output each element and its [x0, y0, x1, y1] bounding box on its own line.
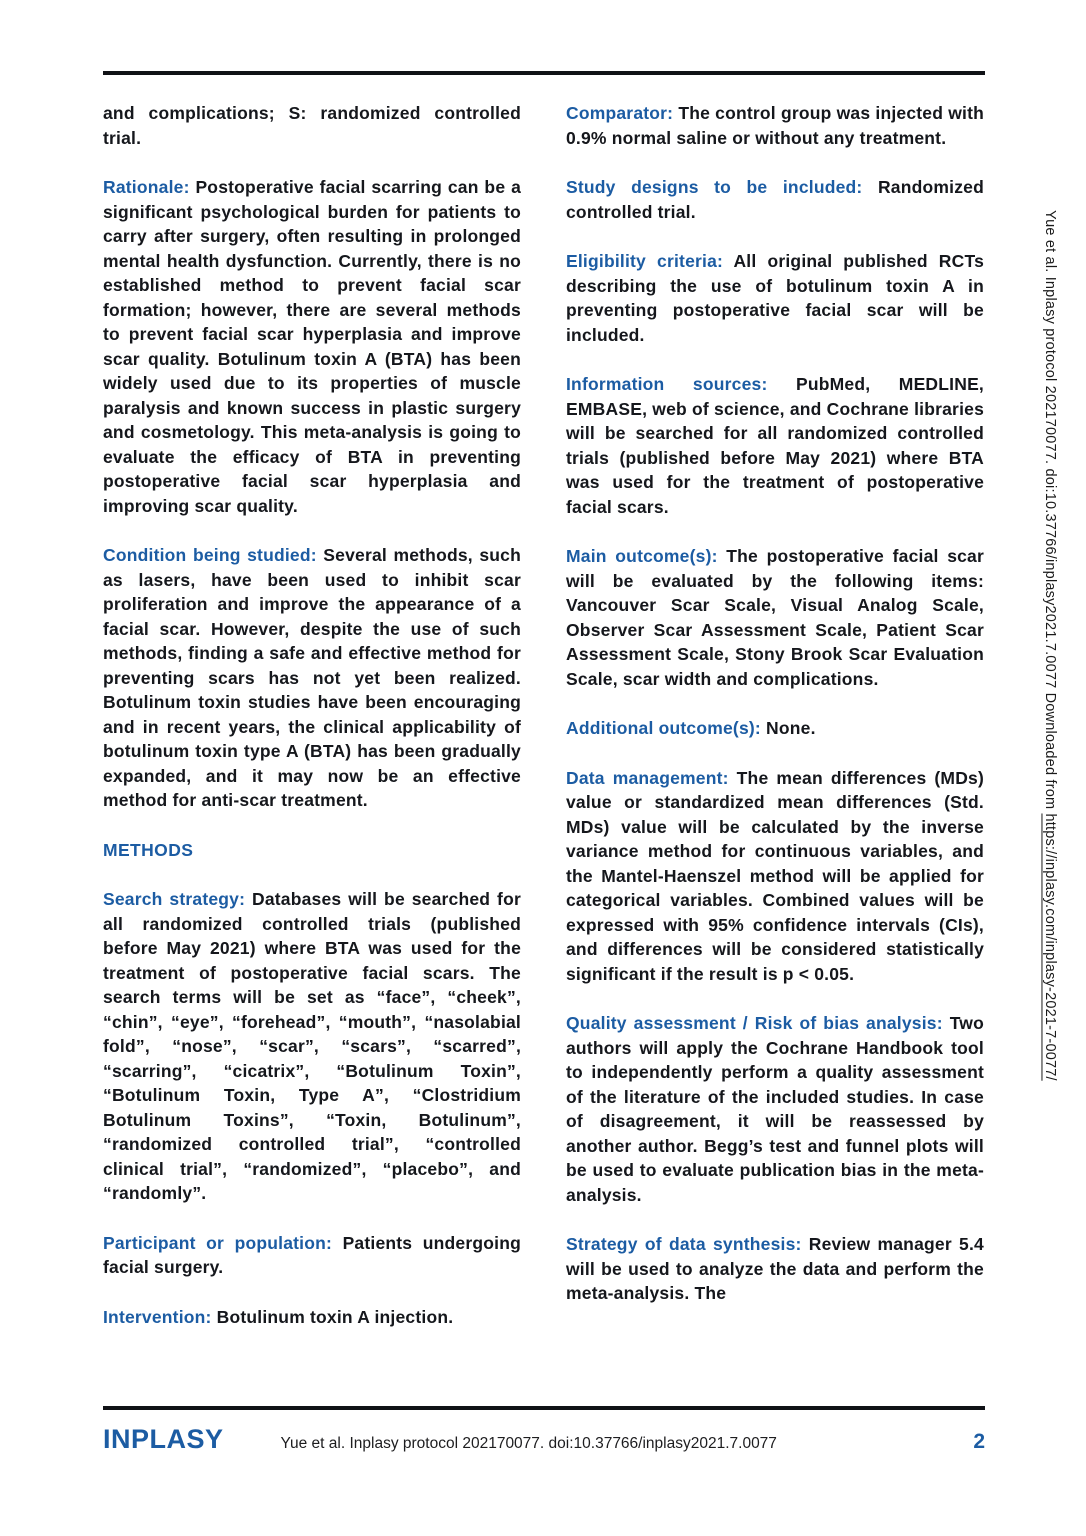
- section-quality-assessment: [566, 1011, 984, 1207]
- section-participant-or-population: [103, 1231, 521, 1280]
- section-body: Patients undergoing facial surgery.: [103, 1232, 521, 1277]
- section-label: Comparator:: [566, 103, 674, 123]
- section-label: Main outcome(s):: [566, 546, 718, 566]
- section-body: Databases will be searched for all randomized controlled trials (published before May 2021) where BTA was used for the treatment of postoperative facial scars. The search terms will be set as “face”, “cheek”, “chin”, “eye”, “forehead”, “mouth”, “nasolabial fold”, “nose”, “scar”, “scars”, “scarred”, “scarring”, “cicatrix”, “Botulinum Toxin”, “Botulinum Toxin, Type A”, “Clostridium Botulinum Toxins”, “Toxin, Botulinum”, “randomized controlled trial”, “controlled clinical trial”, “randomized”, “placebo”, and “randomly”.: [103, 889, 521, 1203]
- section-body: and complications; S: randomized controlled trial.: [103, 103, 521, 148]
- section-strategy-of-data-synthesis: [566, 1232, 984, 1306]
- section-body: Postoperative facial scarring can be a significant psychological burden for patients to carry after surgery, often resulting in prolonged mental health dysfunction. Currently, there is no established method to prevent facial scar formation; however, there are several methods to prevent facial scar hyperplasia and improve scar quality. Botulinum toxin A (BTA) has been widely used due to its properties of muscle paralysis and known success in plastic surgery and cosmetology. This meta-analysis is going to evaluate the efficacy of BTA in preventing postoperative facial scar hyperplasia and improving scar quality.: [103, 177, 522, 516]
- section-label: Intervention:: [103, 1306, 212, 1327]
- section-additional-outcomes: [566, 716, 984, 741]
- heading-methods: [103, 838, 521, 863]
- section-label: Condition being studied:: [103, 545, 317, 565]
- footer-citation: Yue et al. Inplasy protocol 202170077. doi:10.37766/inplasy2021.7.0077: [280, 1435, 777, 1452]
- section-body: Randomized controlled trial.: [566, 177, 984, 222]
- section-body: The postoperative facial scar will be evaluated by the following items: Vancouver Scar Scale, Visual Analog Scale, Observer Scar Assessment Scale, Patient Scar Assessment Scale, Stony Brook Scar Evaluation Scale, scar width and complications.: [566, 546, 985, 689]
- section-label: Strategy of data synthesis:: [566, 1234, 802, 1254]
- section-condition-being-studied: [103, 543, 521, 813]
- continuation-text: [103, 101, 521, 150]
- section-body: None.: [766, 718, 816, 738]
- column-right: [566, 101, 984, 1396]
- vertical-citation-text: Yue et al. Inplasy protocol 202170077. doi:10.37766/inplasy2021.7.0077 Downloaded from: [1042, 210, 1058, 814]
- section-search-strategy: [103, 887, 521, 1206]
- section-body: PubMed, MEDLINE, EMBASE, web of science, and Cochrane libraries will be searched for all randomized controlled trials (published before May 2021) where BTA was used for the treatment of postoperative facial scars.: [566, 374, 984, 517]
- section-label: Study designs to be included:: [566, 177, 863, 197]
- section-label: Additional outcome(s):: [566, 718, 761, 738]
- section-body: Several methods, such as lasers, have been used to inhibit scar proliferation and improve the appearance of a facial scar. However, despite the use of such methods, finding a safe and effective method for preventing scars has not yet been realized. Botulinum toxin studies have been encouraging and in recent years, the clinical applicability of botulinum toxin type A (BTA) has been gradually expanded, and it may now be an effective method for anti-scar treatment.: [103, 545, 521, 810]
- section-label: Eligibility criteria:: [566, 251, 724, 271]
- top-rule: [103, 71, 985, 75]
- section-body: All original published RCTs describing the use of botulinum toxin A in preventing postoperative facial scar will be included.: [566, 251, 984, 345]
- section-label: Quality assessment / Risk of bias analysis:: [566, 1013, 943, 1033]
- inplasy-logo: INPLASY: [103, 1424, 224, 1454]
- section-label: Rationale:: [103, 177, 190, 197]
- section-study-designs: [566, 175, 984, 224]
- section-body: Botulinum toxin A injection.: [216, 1306, 454, 1327]
- section-label: Participant or population:: [103, 1232, 333, 1253]
- section-label: Data management:: [566, 767, 729, 788]
- two-column-body: [103, 101, 985, 1396]
- vertical-citation-link[interactable]: https://inplasy.com/inplasy-2021-7-0077/: [1042, 813, 1058, 1081]
- section-data-management: [566, 766, 984, 987]
- section-label: Search strategy:: [103, 889, 246, 909]
- vertical-citation-sidebar: [1042, 210, 1058, 1510]
- section-information-sources: [566, 372, 984, 519]
- section-main-outcomes: [566, 544, 984, 691]
- footer-rule: [103, 1406, 985, 1410]
- section-body: The mean differences (MDs) value or standardized mean differences (Std. MDs) value will be calculated by the inverse variance method for continuous variables, and the Mantel-Haenszel method will be applied for categorical variables. Combined values will be expressed with 95% confidence intervals (CIs), and differences will be considered statistically significant if the result is p < 0.05.: [566, 767, 984, 984]
- section-rationale: [103, 175, 521, 518]
- page-number: 2: [973, 1430, 985, 1453]
- column-left: [103, 101, 521, 1396]
- section-label: Information sources:: [566, 374, 768, 394]
- section-label: METHODS: [103, 839, 194, 860]
- section-comparator: [566, 101, 984, 150]
- footer: [103, 1424, 985, 1455]
- section-body: Two authors will apply the Cochrane Handbook tool to independently perform a quality assessment of the literature of the included studies. In case of disagreement, it will be reassessed by another author. Begg’s test and funnel plots will be used to evaluate publication bias in the meta-analysis.: [566, 1013, 984, 1205]
- section-intervention: [103, 1305, 521, 1330]
- section-body: Review manager 5.4 will be used to analyze the data and perform the meta-analysis. The: [566, 1234, 984, 1303]
- section-body: The control group was injected with 0.9% normal saline or without any treatment.: [566, 103, 985, 148]
- section-eligibility-criteria: [566, 249, 984, 347]
